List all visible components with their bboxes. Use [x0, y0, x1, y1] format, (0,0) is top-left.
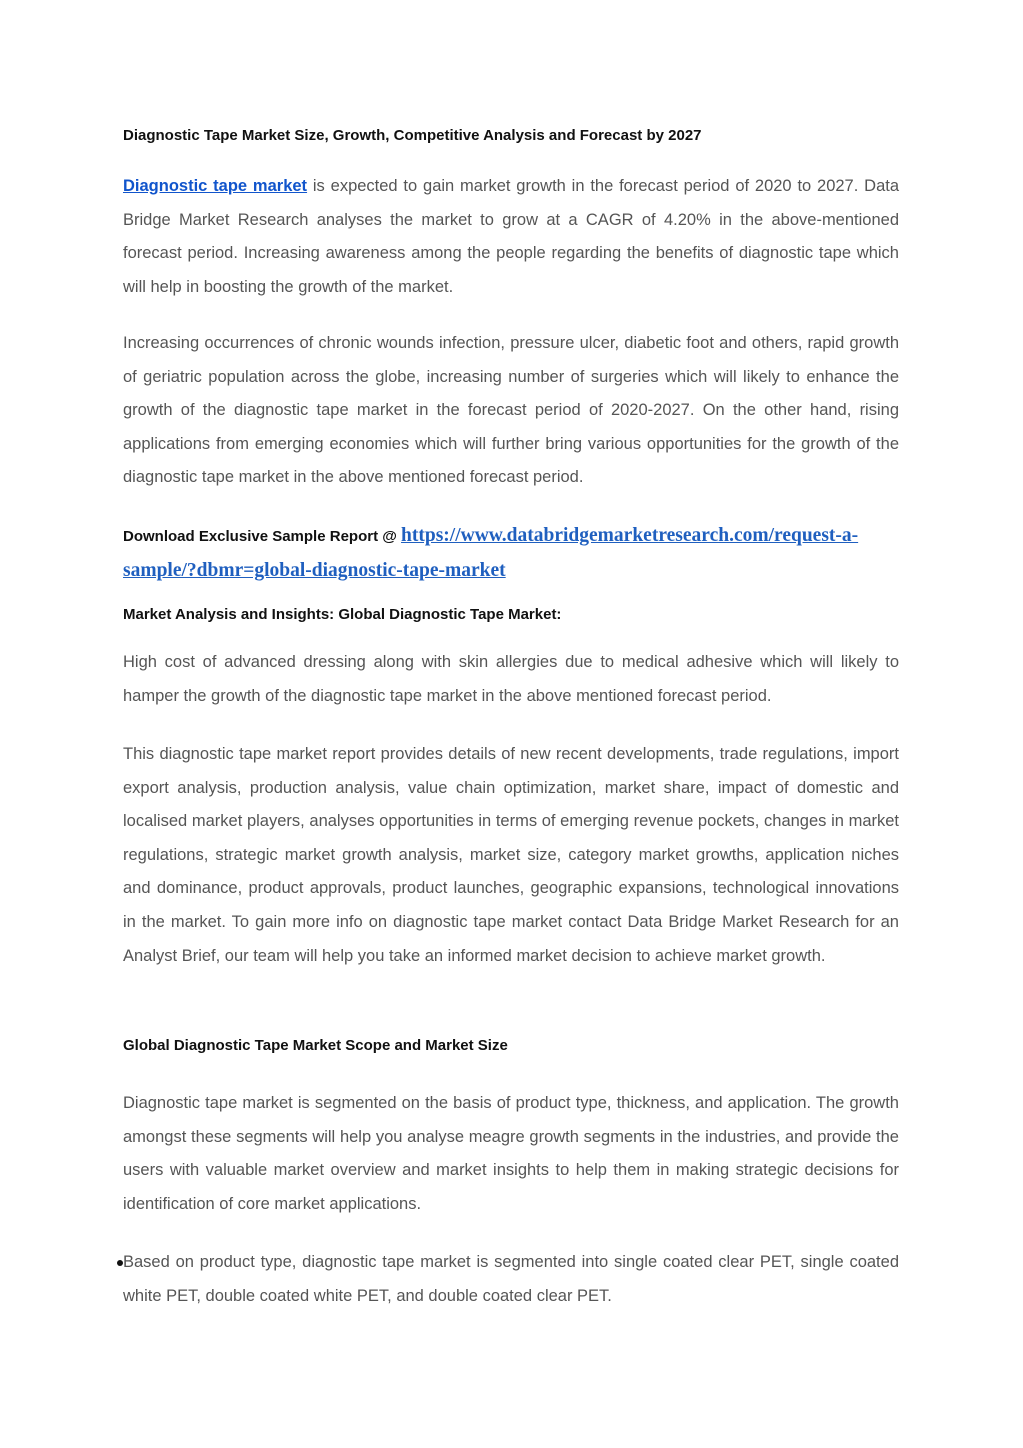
paragraph-occurrences: Increasing occurrences of chronic wounds infection, pressure ulcer, diabetic foot and others, rapid growth of geriatric population across the globe, increasing number of surgeries which will likely to enhance the growth of the diagnostic tape market in the forecast period of 2020-2027. On the other hand, rising applications from emerging economies which will further bring various opportunities for the growth of the diagnostic tape market in the above mentioned forecast period.	[123, 334, 899, 487]
download-label: Download Exclusive Sample Report @	[123, 528, 402, 545]
paragraph-segmentation: Diagnostic tape market is segmented on the basis of product type, thickness, and application. The growth amongst these segments will help you analyse meagre growth segments in the industries, and provide the users with valuable market overview and market insights to help them in making strategic decisions for identification of core market applications.	[123, 1094, 899, 1213]
sample-report-link[interactable]: https://www.databridgemarketresearch.com/request-a-sample/?dbmr=global-diagnostic-tape-market	[123, 525, 859, 581]
diagnostic-tape-market-link[interactable]: Diagnostic tape market	[123, 177, 308, 195]
paragraph-report-details: This diagnostic tape market report provides details of new recent developments, trade regulations, import export analysis, production analysis, value chain optimization, market share, impact of domestic and localised market players, analyses opportunities in terms of emerging revenue pockets, changes in market regulations, strategic market growth analysis, market size, category market growths, application niches and dominance, product approvals, product launches, geographic expansions, technological innovations in the market. To gain more info on diagnostic tape market contact Data Bridge Market Research for an Analyst Brief, our team will help you take an informed market decision to achieve market growth.	[123, 745, 899, 965]
heading-market-scope: Global Diagnostic Tape Market Scope and Market Size	[123, 1037, 508, 1054]
paragraph-high-cost: High cost of advanced dressing along with skin allergies due to medical adhesive which will likely to hamper the growth of the diagnostic tape market in the above mentioned forecast period.	[123, 653, 899, 705]
intro-paragraph	[123, 170, 899, 304]
heading-market-analysis: Market Analysis and Insights: Global Diagnostic Tape Market:	[123, 606, 562, 623]
download-sample-line	[123, 519, 899, 589]
intro-text: is expected to gain market growth in the forecast period of 2020 to 2027. Data Bridge Market Research analyses the market to grow at a CAGR of 4.20% in the above-mentioned forecast period. Increasing awareness among the people regarding the benefits of diagnostic tape which will help in boosting the growth of the market.	[123, 177, 900, 296]
bullet-text: Based on product type, diagnostic tape market is segmented into single coated clear PET, single coated white PET, double coated white PET, and double coated clear PET.	[123, 1253, 899, 1305]
document-title: Diagnostic Tape Market Size, Growth, Competitive Analysis and Forecast by 2027	[123, 127, 702, 144]
